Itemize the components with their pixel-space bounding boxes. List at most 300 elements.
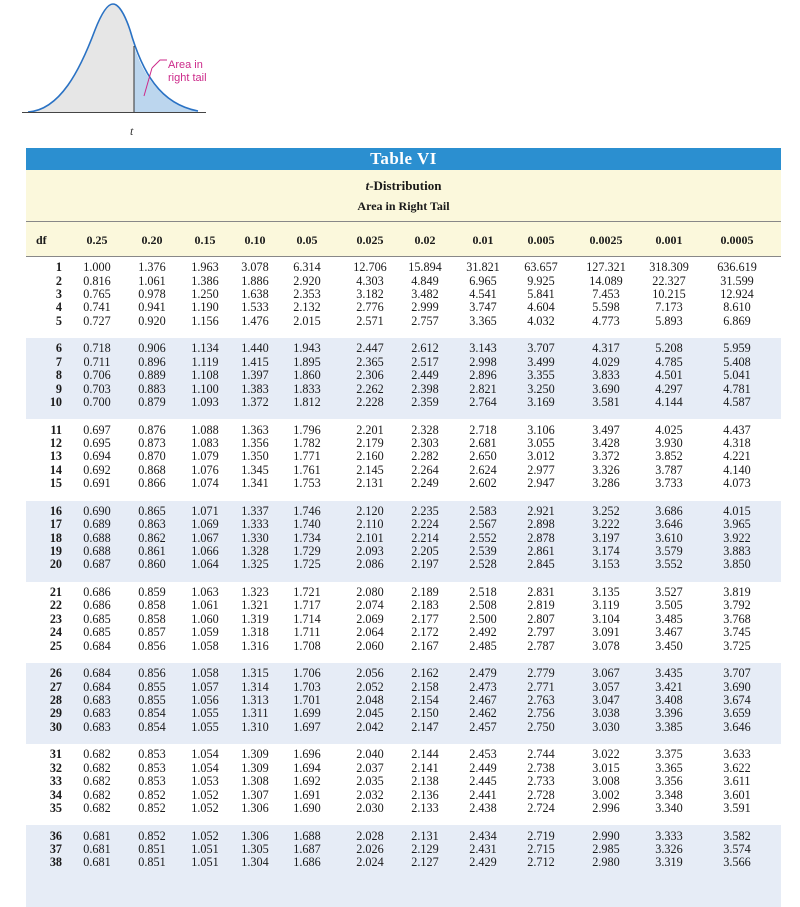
critical-value: 0.816 bbox=[83, 273, 111, 288]
critical-value: 0.685 bbox=[83, 611, 111, 626]
critical-value: 3.182 bbox=[356, 287, 384, 301]
critical-value: 2.845 bbox=[527, 557, 555, 572]
column-header: 0.001 bbox=[655, 233, 683, 247]
critical-value: 0.978 bbox=[138, 287, 166, 301]
critical-value: 10.215 bbox=[652, 287, 686, 301]
critical-value: 3.372 bbox=[592, 449, 620, 464]
subtitle-rest: -Distribution bbox=[369, 178, 442, 193]
critical-value: 3.467 bbox=[655, 625, 683, 640]
critical-value: 2.990 bbox=[592, 828, 620, 843]
critical-value: 0.896 bbox=[138, 354, 166, 369]
critical-value: 2.715 bbox=[527, 841, 555, 856]
critical-value: 1.533 bbox=[241, 300, 269, 315]
critical-value: 0.682 bbox=[83, 774, 111, 789]
subtitle-t: t bbox=[365, 178, 370, 193]
critical-value: 8.610 bbox=[723, 300, 751, 315]
df-value: 31 bbox=[49, 747, 62, 762]
critical-value: 4.541 bbox=[469, 287, 497, 301]
critical-value: 1.753 bbox=[293, 476, 321, 491]
critical-value: 3.015 bbox=[592, 760, 620, 775]
critical-value: 3.197 bbox=[592, 530, 620, 545]
critical-value: 5.208 bbox=[655, 341, 683, 356]
table-row bbox=[26, 856, 781, 869]
critical-value: 0.861 bbox=[138, 543, 166, 558]
critical-value: 2.985 bbox=[592, 841, 620, 856]
critical-value: 2.980 bbox=[592, 855, 620, 870]
critical-value: 2.131 bbox=[356, 476, 384, 491]
critical-value: 0.683 bbox=[83, 706, 111, 721]
critical-value: 1.071 bbox=[191, 503, 219, 518]
area-callout-label bbox=[168, 59, 207, 85]
column-header: 0.005 bbox=[527, 233, 555, 247]
critical-value: 1.812 bbox=[293, 394, 321, 409]
critical-value: 1.415 bbox=[241, 354, 269, 369]
table-row bbox=[26, 518, 781, 531]
critical-value: 4.318 bbox=[723, 435, 751, 450]
critical-value: 2.445 bbox=[469, 774, 497, 789]
critical-value: 0.854 bbox=[138, 719, 166, 734]
critical-value: 1.701 bbox=[293, 692, 321, 707]
critical-value: 3.408 bbox=[655, 692, 683, 707]
column-header: 0.20 bbox=[141, 233, 163, 247]
df-value: 9 bbox=[55, 381, 62, 396]
critical-value: 3.659 bbox=[723, 706, 751, 721]
critical-value: 1.307 bbox=[241, 787, 269, 802]
critical-value: 2.500 bbox=[469, 611, 497, 626]
critical-value: 1.088 bbox=[191, 422, 219, 437]
critical-value: 2.026 bbox=[356, 841, 384, 856]
row-group bbox=[26, 744, 781, 825]
critical-value: 1.067 bbox=[191, 530, 219, 545]
critical-value: 2.449 bbox=[469, 760, 497, 775]
critical-value: 2.129 bbox=[411, 841, 439, 856]
critical-value: 2.144 bbox=[411, 747, 439, 762]
critical-value: 1.691 bbox=[293, 787, 321, 802]
critical-value: 2.235 bbox=[411, 503, 439, 518]
table-title-bar bbox=[26, 148, 781, 170]
critical-value: 2.093 bbox=[356, 543, 384, 558]
table-row bbox=[26, 626, 781, 639]
critical-value: 1.051 bbox=[191, 841, 219, 856]
critical-value: 12.924 bbox=[720, 287, 754, 301]
critical-value: 0.852 bbox=[138, 787, 166, 802]
critical-value: 3.591 bbox=[723, 800, 751, 815]
critical-value: 2.776 bbox=[356, 300, 384, 315]
critical-value: 1.190 bbox=[191, 300, 219, 315]
row-group bbox=[26, 257, 781, 338]
critical-value: 2.365 bbox=[356, 354, 384, 369]
critical-value: 31.599 bbox=[720, 273, 754, 288]
critical-value: 4.317 bbox=[592, 341, 620, 356]
critical-value: 2.771 bbox=[527, 679, 555, 694]
df-value: 26 bbox=[49, 666, 62, 681]
critical-value: 4.781 bbox=[723, 381, 751, 396]
critical-value: 3.733 bbox=[655, 476, 683, 491]
critical-value: 2.048 bbox=[356, 692, 384, 707]
critical-value: 1.108 bbox=[191, 368, 219, 383]
critical-value: 0.855 bbox=[138, 679, 166, 694]
critical-value: 1.345 bbox=[241, 462, 269, 477]
critical-value: 2.449 bbox=[411, 368, 439, 383]
critical-value: 2.921 bbox=[527, 503, 555, 518]
critical-value: 2.069 bbox=[356, 611, 384, 626]
critical-value: 2.328 bbox=[411, 422, 439, 437]
critical-value: 3.819 bbox=[723, 584, 751, 599]
critical-value: 2.602 bbox=[469, 476, 497, 491]
df-value: 8 bbox=[55, 368, 62, 383]
critical-value: 1.066 bbox=[191, 543, 219, 558]
critical-value: 2.056 bbox=[356, 666, 384, 681]
critical-value: 318.309 bbox=[649, 260, 689, 275]
critical-value: 2.453 bbox=[469, 747, 497, 762]
critical-value: 3.319 bbox=[655, 855, 683, 870]
critical-value: 3.582 bbox=[723, 828, 751, 843]
critical-value: 2.467 bbox=[469, 692, 497, 707]
critical-value: 2.131 bbox=[411, 828, 439, 843]
critical-value: 2.110 bbox=[356, 517, 384, 532]
critical-value: 1.323 bbox=[241, 584, 269, 599]
row-group bbox=[26, 501, 781, 582]
critical-value: 2.052 bbox=[356, 679, 384, 694]
critical-value: 0.883 bbox=[138, 381, 166, 396]
df-value: 27 bbox=[49, 679, 62, 694]
critical-value: 1.061 bbox=[138, 273, 166, 288]
critical-value: 3.091 bbox=[592, 625, 620, 640]
df-value: 28 bbox=[49, 692, 62, 707]
df-value: 12 bbox=[49, 435, 62, 450]
critical-value: 3.768 bbox=[723, 611, 751, 626]
critical-value: 3.250 bbox=[527, 381, 555, 396]
df-value: 22 bbox=[49, 598, 62, 613]
critical-value: 3.792 bbox=[723, 598, 751, 613]
critical-value: 3.135 bbox=[592, 584, 620, 599]
critical-value: 0.856 bbox=[138, 638, 166, 653]
critical-value: 2.583 bbox=[469, 503, 497, 518]
critical-value: 0.682 bbox=[83, 787, 111, 802]
critical-value: 1.306 bbox=[241, 828, 269, 843]
critical-value: 2.434 bbox=[469, 828, 497, 843]
callout-line-2: right tail bbox=[168, 72, 207, 84]
critical-value: 0.862 bbox=[138, 530, 166, 545]
critical-value: 1.321 bbox=[241, 598, 269, 613]
critical-value: 3.030 bbox=[592, 719, 620, 734]
column-header-row bbox=[26, 221, 781, 257]
critical-value: 4.849 bbox=[411, 273, 439, 288]
critical-value: 2.145 bbox=[356, 462, 384, 477]
critical-value: 2.473 bbox=[469, 679, 497, 694]
table-row bbox=[26, 775, 781, 788]
critical-value: 1.057 bbox=[191, 679, 219, 694]
critical-value: 2.264 bbox=[411, 462, 439, 477]
critical-value: 1.333 bbox=[241, 517, 269, 532]
critical-value: 1.729 bbox=[293, 543, 321, 558]
critical-value: 3.106 bbox=[527, 422, 555, 437]
critical-value: 4.140 bbox=[723, 462, 751, 477]
df-value: 32 bbox=[49, 760, 62, 775]
critical-value: 1.156 bbox=[191, 313, 219, 328]
critical-value: 3.485 bbox=[655, 611, 683, 626]
critical-value: 2.763 bbox=[527, 692, 555, 707]
critical-value: 0.682 bbox=[83, 747, 111, 762]
table-row bbox=[26, 613, 781, 626]
critical-value: 3.143 bbox=[469, 341, 497, 356]
column-header: 0.0005 bbox=[720, 233, 754, 247]
critical-value: 2.205 bbox=[411, 543, 439, 558]
critical-value: 4.029 bbox=[592, 354, 620, 369]
df-value: 10 bbox=[49, 394, 62, 409]
critical-value: 2.485 bbox=[469, 638, 497, 653]
critical-value: 1.771 bbox=[293, 449, 321, 464]
critical-value: 3.153 bbox=[592, 557, 620, 572]
critical-value: 3.497 bbox=[592, 422, 620, 437]
df-value: 7 bbox=[55, 354, 62, 369]
critical-value: 1.638 bbox=[241, 287, 269, 301]
critical-value: 2.398 bbox=[411, 381, 439, 396]
critical-value: 1.058 bbox=[191, 638, 219, 653]
critical-value: 1.056 bbox=[191, 692, 219, 707]
critical-value: 1.119 bbox=[191, 354, 219, 369]
critical-value: 5.893 bbox=[655, 313, 683, 328]
critical-value: 2.162 bbox=[411, 666, 439, 681]
table-row bbox=[26, 762, 781, 775]
critical-value: 5.041 bbox=[723, 368, 751, 383]
critical-value: 4.501 bbox=[655, 368, 683, 383]
row-group bbox=[26, 825, 781, 906]
critical-value: 1.053 bbox=[191, 774, 219, 789]
critical-value: 3.787 bbox=[655, 462, 683, 477]
table-row bbox=[26, 477, 781, 490]
critical-value: 1.083 bbox=[191, 435, 219, 450]
critical-value: 2.024 bbox=[356, 855, 384, 870]
df-value: 19 bbox=[49, 543, 62, 558]
critical-value: 0.691 bbox=[83, 476, 111, 491]
df-header: df bbox=[36, 233, 47, 247]
critical-value: 2.528 bbox=[469, 557, 497, 572]
critical-value: 2.779 bbox=[527, 666, 555, 681]
critical-value: 1.064 bbox=[191, 557, 219, 572]
critical-value: 1.052 bbox=[191, 787, 219, 802]
critical-value: 3.365 bbox=[469, 313, 497, 328]
critical-value: 3.348 bbox=[655, 787, 683, 802]
critical-value: 2.158 bbox=[411, 679, 439, 694]
critical-value: 0.906 bbox=[138, 341, 166, 356]
critical-value: 0.685 bbox=[83, 625, 111, 640]
critical-value: 2.183 bbox=[411, 598, 439, 613]
critical-value: 2.150 bbox=[411, 706, 439, 721]
critical-value: 2.189 bbox=[411, 584, 439, 599]
critical-value: 6.314 bbox=[293, 260, 321, 275]
critical-value: 1.304 bbox=[241, 855, 269, 870]
critical-value: 2.681 bbox=[469, 435, 497, 450]
df-value: 21 bbox=[49, 584, 62, 599]
column-header: 0.15 bbox=[194, 233, 216, 247]
critical-value: 1.703 bbox=[293, 679, 321, 694]
critical-value: 1.706 bbox=[293, 666, 321, 681]
critical-value: 1.686 bbox=[293, 855, 321, 870]
callout-line-1: Area in bbox=[168, 59, 203, 71]
critical-value: 0.765 bbox=[83, 287, 111, 301]
critical-value: 1.796 bbox=[293, 422, 321, 437]
critical-value: 3.633 bbox=[723, 747, 751, 762]
critical-value: 1.714 bbox=[293, 611, 321, 626]
critical-value: 2.224 bbox=[411, 517, 439, 532]
critical-value: 3.078 bbox=[592, 638, 620, 653]
critical-value: 3.850 bbox=[723, 557, 751, 572]
critical-value: 3.326 bbox=[592, 462, 620, 477]
critical-value: 3.883 bbox=[723, 543, 751, 558]
critical-value: 2.719 bbox=[527, 828, 555, 843]
df-value: 34 bbox=[49, 787, 62, 802]
critical-value: 3.707 bbox=[527, 341, 555, 356]
critical-value: 1.963 bbox=[191, 260, 219, 275]
df-value: 16 bbox=[49, 503, 62, 518]
critical-value: 1.000 bbox=[83, 260, 111, 275]
critical-value: 1.708 bbox=[293, 638, 321, 653]
critical-value: 2.177 bbox=[411, 611, 439, 626]
critical-value: 3.690 bbox=[723, 679, 751, 694]
df-value: 36 bbox=[49, 828, 62, 843]
critical-value: 1.316 bbox=[241, 638, 269, 653]
critical-value: 2.750 bbox=[527, 719, 555, 734]
critical-value: 0.852 bbox=[138, 800, 166, 815]
critical-value: 2.228 bbox=[356, 394, 384, 409]
table-row bbox=[26, 505, 781, 518]
critical-value: 1.059 bbox=[191, 625, 219, 640]
critical-value: 0.686 bbox=[83, 598, 111, 613]
critical-value: 1.697 bbox=[293, 719, 321, 734]
table-row bbox=[26, 667, 781, 680]
critical-value: 3.574 bbox=[723, 841, 751, 856]
column-header: 0.0025 bbox=[589, 233, 623, 247]
critical-value: 2.999 bbox=[411, 300, 439, 315]
table-row bbox=[26, 315, 781, 328]
critical-value: 1.690 bbox=[293, 800, 321, 815]
critical-value: 2.074 bbox=[356, 598, 384, 613]
df-value: 3 bbox=[55, 287, 62, 301]
table-title: Table VI bbox=[370, 149, 437, 168]
critical-value: 0.866 bbox=[138, 476, 166, 491]
critical-value: 2.567 bbox=[469, 517, 497, 532]
critical-value: 1.325 bbox=[241, 557, 269, 572]
table-row bbox=[26, 288, 781, 301]
critical-value: 2.508 bbox=[469, 598, 497, 613]
critical-value: 2.045 bbox=[356, 706, 384, 721]
critical-value: 0.694 bbox=[83, 449, 111, 464]
table-row bbox=[26, 843, 781, 856]
critical-value: 1.337 bbox=[241, 503, 269, 518]
critical-value: 3.552 bbox=[655, 557, 683, 572]
critical-value: 1.363 bbox=[241, 422, 269, 437]
column-header: 0.025 bbox=[356, 233, 384, 247]
critical-value: 1.314 bbox=[241, 679, 269, 694]
critical-value: 5.598 bbox=[592, 300, 620, 315]
critical-value: 3.396 bbox=[655, 706, 683, 721]
critical-value: 3.174 bbox=[592, 543, 620, 558]
critical-value: 0.853 bbox=[138, 774, 166, 789]
critical-value: 2.571 bbox=[356, 313, 384, 328]
critical-value: 2.032 bbox=[356, 787, 384, 802]
critical-value: 1.687 bbox=[293, 841, 321, 856]
critical-value: 1.055 bbox=[191, 719, 219, 734]
table-row bbox=[26, 721, 781, 734]
critical-value: 1.051 bbox=[191, 855, 219, 870]
column-header: 0.05 bbox=[296, 233, 318, 247]
critical-value: 0.851 bbox=[138, 855, 166, 870]
critical-value: 1.250 bbox=[191, 287, 219, 301]
table-row bbox=[26, 545, 781, 558]
critical-value: 0.727 bbox=[83, 313, 111, 328]
critical-value: 0.858 bbox=[138, 598, 166, 613]
critical-value: 2.831 bbox=[527, 584, 555, 599]
critical-value: 1.310 bbox=[241, 719, 269, 734]
critical-value: 127.321 bbox=[586, 260, 626, 275]
critical-value: 2.028 bbox=[356, 828, 384, 843]
curve-body-fill bbox=[28, 4, 134, 112]
critical-value: 1.895 bbox=[293, 354, 321, 369]
df-value: 20 bbox=[49, 557, 62, 572]
critical-value: 3.435 bbox=[655, 666, 683, 681]
critical-value: 4.221 bbox=[723, 449, 751, 464]
critical-value: 1.476 bbox=[241, 313, 269, 328]
critical-value: 2.035 bbox=[356, 774, 384, 789]
critical-value: 1.308 bbox=[241, 774, 269, 789]
critical-value: 0.687 bbox=[83, 557, 111, 572]
df-value: 1 bbox=[55, 260, 62, 275]
critical-value: 3.965 bbox=[723, 517, 751, 532]
critical-value: 1.397 bbox=[241, 368, 269, 383]
critical-value: 2.431 bbox=[469, 841, 497, 856]
critical-value: 1.063 bbox=[191, 584, 219, 599]
df-value: 35 bbox=[49, 800, 62, 815]
critical-value: 1.725 bbox=[293, 557, 321, 572]
critical-value: 1.328 bbox=[241, 543, 269, 558]
critical-value: 2.517 bbox=[411, 354, 439, 369]
critical-value: 1.100 bbox=[191, 381, 219, 396]
critical-value: 6.965 bbox=[469, 273, 497, 288]
critical-value: 2.998 bbox=[469, 354, 497, 369]
critical-value: 0.688 bbox=[83, 543, 111, 558]
table-row bbox=[26, 301, 781, 314]
critical-value: 2.197 bbox=[411, 557, 439, 572]
column-header: 0.10 bbox=[244, 233, 266, 247]
critical-value: 3.581 bbox=[592, 394, 620, 409]
critical-value: 3.008 bbox=[592, 774, 620, 789]
critical-value: 1.376 bbox=[138, 260, 166, 275]
critical-value: 3.852 bbox=[655, 449, 683, 464]
critical-value: 2.764 bbox=[469, 394, 497, 409]
critical-value: 4.587 bbox=[723, 394, 751, 409]
df-value: 29 bbox=[49, 706, 62, 721]
critical-value: 6.869 bbox=[723, 313, 751, 328]
table-row bbox=[26, 586, 781, 599]
critical-value: 2.160 bbox=[356, 449, 384, 464]
critical-value: 2.947 bbox=[527, 476, 555, 491]
critical-value: 1.692 bbox=[293, 774, 321, 789]
critical-value: 4.437 bbox=[723, 422, 751, 437]
critical-value: 1.058 bbox=[191, 666, 219, 681]
critical-value: 1.306 bbox=[241, 800, 269, 815]
critical-value: 0.856 bbox=[138, 666, 166, 681]
critical-value: 2.132 bbox=[293, 300, 321, 315]
critical-value: 22.327 bbox=[652, 273, 686, 288]
critical-value: 3.038 bbox=[592, 706, 620, 721]
critical-value: 2.898 bbox=[527, 517, 555, 532]
critical-value: 4.297 bbox=[655, 381, 683, 396]
critical-value: 2.539 bbox=[469, 543, 497, 558]
table-row bbox=[26, 369, 781, 382]
critical-value: 2.249 bbox=[411, 476, 439, 491]
row-group bbox=[26, 663, 781, 744]
